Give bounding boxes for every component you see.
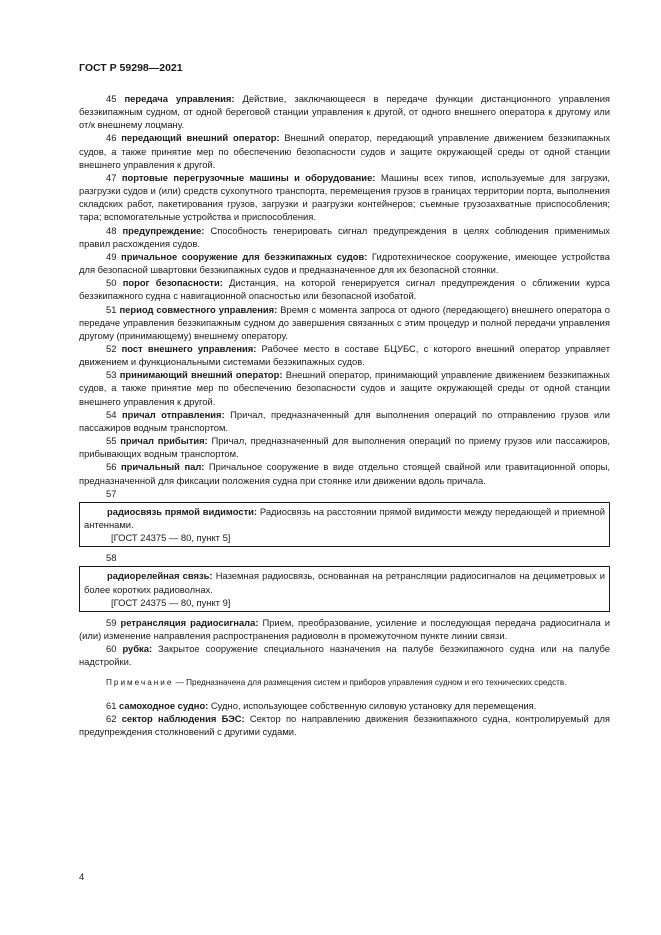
document-header: ГОСТ Р 59298—2021 (79, 62, 183, 74)
term-55 (79, 434, 610, 460)
note (79, 677, 610, 690)
term-54 (79, 408, 610, 434)
term-57-definition: Радиосвязь на расстоянии прямой видимости между передающей и приемной антеннами. (84, 505, 605, 530)
term-46 (79, 131, 610, 170)
term-number: 55 (106, 435, 117, 447)
term-number: 59 (106, 616, 117, 628)
term-49 (79, 250, 610, 276)
term-number: 54 (106, 408, 117, 420)
term-definition: Сектор по направлению движения безэкипажного судна, контролируемый для предупреждения столкновений с другими судами. (79, 713, 611, 738)
term-number: 48 (106, 224, 117, 236)
terms-list-b (79, 616, 610, 669)
term-number: 56 (106, 461, 117, 473)
term-53 (79, 368, 610, 407)
term-title: портовые перегрузочные машины и оборудование: (121, 171, 376, 183)
term-52 (79, 342, 610, 368)
term-title: принимающий внешний оператор: (119, 369, 283, 381)
reference-box-57 (79, 502, 610, 547)
term-definition: Способность генерировать сигнал предупреждения в целях соблюдения применимых правил расхождения судов. (79, 224, 610, 249)
term-60 (79, 642, 610, 668)
term-definition: Причальное сооружение в виде отдельно стоящей свайной или гравитационной опоры, предназначенной для фиксации положения судна при стоянке или движении вдоль причала. (79, 461, 611, 486)
term-48 (79, 224, 610, 250)
terms-list-c (79, 699, 610, 738)
term-definition: Закрытое сооружение специального назначения на палубе безэкипажного судна или на палубе надстройки. (79, 643, 610, 668)
term-57-title: радиосвязь прямой видимости: (107, 505, 258, 517)
term-title: пост внешнего управления: (121, 342, 257, 354)
note-text: — Предназначена для размещения систем и приборов управления судном и его технических средств. (173, 677, 567, 687)
term-number: 61 (106, 700, 117, 712)
note-label: Примечание (106, 677, 174, 687)
term-definition: Внешний оператор, принимающий управление движением безэкипажных судов, а также принятие мер по обеспечению безопасности судов и защите окружающей среды от одной станции внешнего управления к другой. (79, 369, 610, 407)
term-62 (79, 712, 610, 738)
term-definition: Гидротехническое сооружение, имеющее устройства для безопасной швартовки безэкипажных судов и предназначенное для их безопасной стоянки. (79, 250, 610, 276)
term-definition: Причал, предназначенный для выполнения операций по отправлению грузов или пассажиров водным транспортом. (79, 408, 610, 433)
term-50 (79, 276, 610, 302)
term-number: 50 (106, 277, 117, 289)
term-number-58: 58 (106, 552, 117, 564)
term-57-reference: [ГОСТ 24375 — 80, пункт 5] (111, 532, 231, 544)
term-title: предупреждение: (122, 224, 205, 236)
document-body (79, 92, 610, 739)
term-58 (84, 569, 605, 595)
term-58-reference: [ГОСТ 24375 — 80, пункт 9] (111, 596, 231, 608)
term-59 (79, 616, 610, 642)
term-47 (79, 171, 610, 224)
term-title: причальный пал: (120, 461, 205, 473)
term-title: передача управления: (124, 93, 235, 104)
term-title: ретрансляция радиосигнала: (120, 616, 259, 628)
term-definition: Прием, преобразование, усиление и последующая передача радиосигнала и (или) изменение направления распространения радиоволн в промежуточном пункте линии связи. (79, 616, 611, 642)
term-45 (79, 92, 610, 131)
term-number: 51 (106, 303, 117, 315)
terms-list-a (79, 92, 610, 487)
term-51 (79, 303, 610, 342)
term-title: самоходное судно: (119, 700, 209, 712)
term-56 (79, 460, 610, 486)
term-definition: Судно, использующее собственную силовую установку для перемещения. (208, 700, 537, 712)
term-61 (79, 699, 610, 712)
term-title: причальное сооружение для безэкипажных судов: (121, 250, 368, 262)
term-definition: Внешний оператор, передающий управление движением безэкипажных судов, а также принятие мер по обеспечению безопасности судов и защите окружающей среды от одной станции внешнего управления к другой. (79, 132, 611, 170)
term-title: передающий внешний оператор: (121, 132, 280, 144)
term-definition: Время с момента запроса от одного (передающего) внешнего оператора о передаче управления безэкипажным судном до завершения связанных с этим процедур и полной передачи управления другому (принимающему) внешнему оператору. (79, 303, 610, 341)
term-title: причал прибытия: (120, 435, 208, 447)
term-title: период совместного управления: (119, 303, 278, 315)
term-title: порог безопасности: (122, 277, 223, 289)
term-definition: Машины всех типов, используемые для загрузки, разгрузки судов и (или) средств сухопутного транспорта, перемещения грузов в границах территории порта, выполнения складских работ, пакетирования грузов, загрузки и разгрузки контейнеров; съемные грузозахватные приспособления; тара; вспомогательные устройства и приспособления. (79, 171, 610, 223)
term-number: 62 (106, 713, 117, 725)
term-57 (84, 505, 605, 531)
term-definition: Действие, заключающееся в передаче функции дистанционного управления безэкипажным судном, от одной береговой станции управления к другой, от одного внешнего оператора к другому или от/к внешнему лоцману. (79, 93, 611, 131)
term-definition: Причал, предназначенный для выполнения операций по приему грузов или пассажиров, прибывающих водным транспортом. (79, 435, 611, 460)
term-definition: Рабочее место в составе БЦУБС, с которого внешний оператор управляет движением и функциональными системами безэкипажных судов. (79, 342, 610, 368)
reference-box-58 (79, 566, 610, 611)
term-58-definition: Наземная радиосвязь, основанная на ретрансляции радиосигналов на дециметровых и более коротких радиоволнах. (84, 570, 605, 595)
term-58-title: радиорелейная связь: (107, 570, 213, 582)
term-title: рубка: (122, 643, 153, 655)
term-number: 53 (106, 369, 117, 381)
term-number: 52 (106, 342, 117, 354)
term-number: 60 (106, 643, 117, 655)
term-number-57: 57 (106, 487, 117, 499)
term-number: 49 (106, 250, 117, 262)
term-number: 45 (106, 93, 117, 104)
term-title: сектор наблюдения БЭС: (121, 713, 245, 725)
term-definition: Дистанция, на которой генерируется сигнал предупреждения о сближении курса безэкипажного судна с навигационной опасностью или безопасной изобатой. (79, 277, 610, 302)
term-number: 47 (106, 171, 117, 183)
term-number: 46 (106, 132, 117, 144)
page-number: 4 (79, 871, 85, 882)
term-title: причал отправления: (121, 408, 225, 420)
